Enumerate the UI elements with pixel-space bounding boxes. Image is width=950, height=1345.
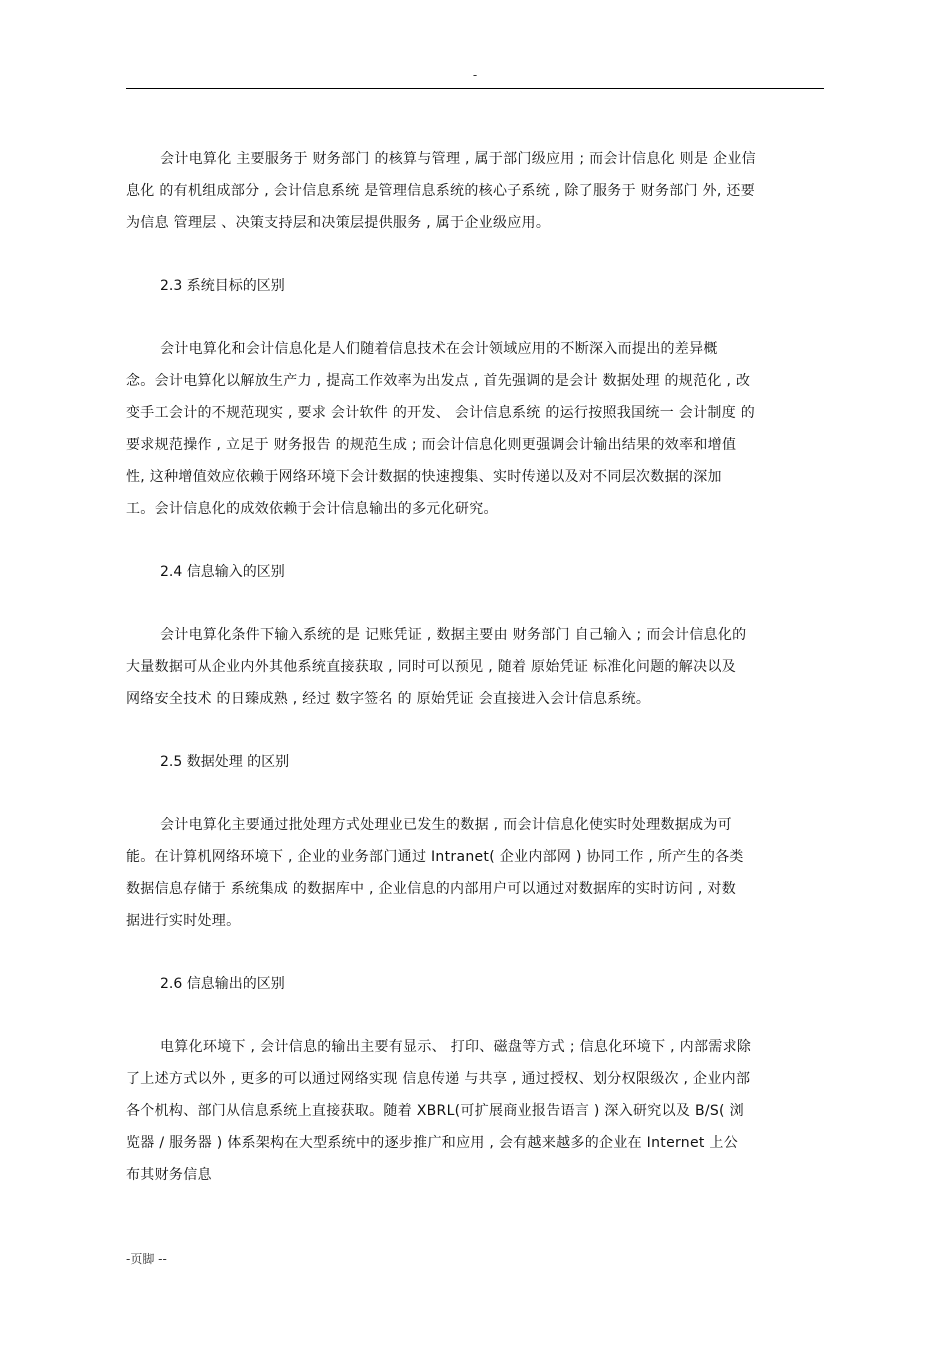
body-paragraph — [126, 619, 824, 715]
spacer — [126, 239, 824, 270]
header-rule — [126, 88, 824, 89]
spacer — [126, 937, 824, 968]
paragraph-line: 会计电算化主要通过批处理方式处理业已发生的数据 , 而会计信息化使实时处理数据成为可 — [160, 817, 732, 833]
paragraph-line: 布其财务信息 — [126, 1167, 212, 1183]
paragraph-line: 念。会计电算化以解放生产力 , 提高工作效率为出发点 , 首先强调的是会计 数据处理 的规范化 , 改 — [126, 373, 751, 389]
page-header-mark: - — [472, 68, 478, 82]
section-heading: 2.6 信息输出的区别 — [160, 976, 285, 992]
spacer — [126, 302, 824, 333]
paragraph-line: 变手工会计的不规范现实 , 要求 会计软件 的开发、 会计信息系统 的运行按照我国统一 会计制度 的 — [126, 405, 756, 421]
spacer — [126, 715, 824, 746]
spacer — [126, 588, 824, 619]
section-heading: 2.4 信息输入的区别 — [160, 564, 285, 580]
paragraph-line: 息化 的有机组成部分 , 会计信息系统 是管理信息系统的核心子系统 , 除了服务于 财务部门 外, 还要 — [126, 183, 755, 199]
paragraph-line: 据进行实时处理。 — [126, 913, 241, 929]
spacer — [126, 525, 824, 556]
paragraph-line: 要求规范操作 , 立足于 财务报告 的规范生成 ; 而会计信息化则更强调会计输出结果的效率和增值 — [126, 437, 737, 453]
body-paragraph — [126, 333, 824, 525]
page-footer: -页脚 -- — [126, 1252, 167, 1266]
paragraph-line: 工。会计信息化的成效依赖于会计信息输出的多元化研究。 — [126, 501, 498, 517]
paragraph-line: 大量数据可从企业内外其他系统直接获取 , 同时可以预见 , 随着 原始凭证 标准化问题的解决以及 — [126, 659, 736, 675]
body-paragraph — [126, 809, 824, 937]
body-paragraph — [126, 143, 824, 239]
paragraph-line: 会计电算化条件下输入系统的是 记账凭证 , 数据主要由 财务部门 自己输入 ; 而会计信息化的 — [160, 627, 747, 643]
document-body — [126, 143, 824, 1191]
paragraph-line: 能。在计算机网络环境下 , 企业的业务部门通过 Intranet( 企业内部网 ) 协同工作 , 所产生的各类 — [126, 849, 744, 865]
spacer — [126, 1000, 824, 1031]
body-paragraph — [126, 1031, 824, 1191]
paragraph-line: 了上述方式以外 , 更多的可以通过网络实现 信息传递 与共享 , 通过授权、划分权限级次 , 企业内部 — [126, 1071, 751, 1087]
paragraph-line: 各个机构、部门从信息系统上直接获取。随着 XBRL(可扩展商业报告语言 ) 深入研究以及 B/S( 浏 — [126, 1103, 744, 1119]
section-heading: 2.5 数据处理 的区别 — [160, 754, 290, 770]
paragraph-line: 会计电算化 主要服务于 财务部门 的核算与管理 , 属于部门级应用 ; 而会计信息化 则是 企业信 — [160, 151, 756, 167]
paragraph-line: 电算化环境下 , 会计信息的输出主要有显示、 打印、磁盘等方式 ; 信息化环境下 , 内部需求除 — [160, 1039, 752, 1055]
paragraph-line: 性, 这种增值效应依赖于网络环境下会计数据的快速搜集、实时传递以及对不同层次数据的深加 — [126, 469, 722, 485]
paragraph-line: 网络安全技术 的日臻成熟 , 经过 数字签名 的 原始凭证 会直接进入会计信息系统。 — [126, 691, 651, 707]
paragraph-line: 为信息 管理层 、决策支持层和决策层提供服务 , 属于企业级应用。 — [126, 215, 551, 231]
paragraph-line: 会计电算化和会计信息化是人们随着信息技术在会计领域应用的不断深入而提出的差异概 — [160, 341, 718, 357]
spacer — [126, 778, 824, 809]
paragraph-line: 览器 / 服务器 ) 体系架构在大型系统中的逐步推广和应用 , 会有越来越多的企业在 Internet 上公 — [126, 1135, 739, 1151]
section-heading: 2.3 系统目标的区别 — [160, 278, 285, 294]
paragraph-line: 数据信息存储于 系统集成 的数据库中 , 企业信息的内部用户可以通过对数据库的实时访问 , 对数 — [126, 881, 736, 897]
